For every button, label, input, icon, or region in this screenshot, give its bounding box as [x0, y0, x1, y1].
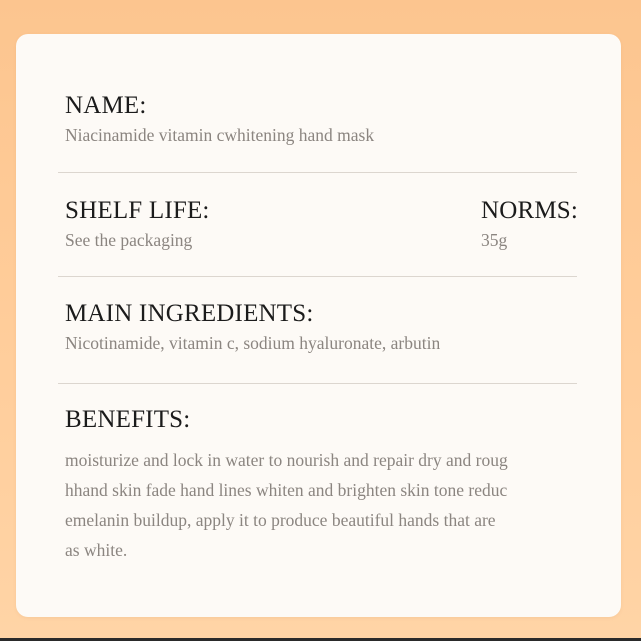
name-label: NAME:	[65, 92, 147, 119]
shelf-life-label: SHELF LIFE:	[65, 197, 210, 224]
norms-label: NORMS:	[481, 197, 579, 224]
benefits-line: moisturize and lock in water to nourish and repair dry and roug	[65, 450, 508, 470]
divider	[58, 383, 577, 384]
main-ingredients-value: Nicotinamide, vitamin c, sodium hyaluronate, arbutin	[65, 333, 441, 353]
benefits-line: emelanin buildup, apply it to produce beautiful hands that are	[65, 510, 496, 530]
benefits-line: hhand skin fade hand lines whiten and brighten skin tone reduc	[65, 480, 508, 500]
benefits-text	[65, 445, 585, 565]
product-info-card	[16, 34, 621, 617]
shelf-life-value: See the packaging	[65, 230, 193, 250]
shelf-life-norms-section	[65, 196, 577, 252]
main-ingredients-label: MAIN INGREDIENTS:	[65, 300, 314, 327]
name-value: Niacinamide vitamin cwhitening hand mask	[65, 125, 375, 145]
benefits-label: BENEFITS:	[65, 406, 191, 433]
name-section	[65, 91, 577, 147]
benefits-line: as white.	[65, 540, 128, 560]
benefits-section	[65, 405, 577, 565]
divider	[58, 276, 577, 277]
norms-value: 35g	[481, 230, 508, 250]
norms-block	[481, 196, 578, 252]
main-ingredients-section	[65, 299, 577, 355]
divider	[58, 172, 577, 173]
